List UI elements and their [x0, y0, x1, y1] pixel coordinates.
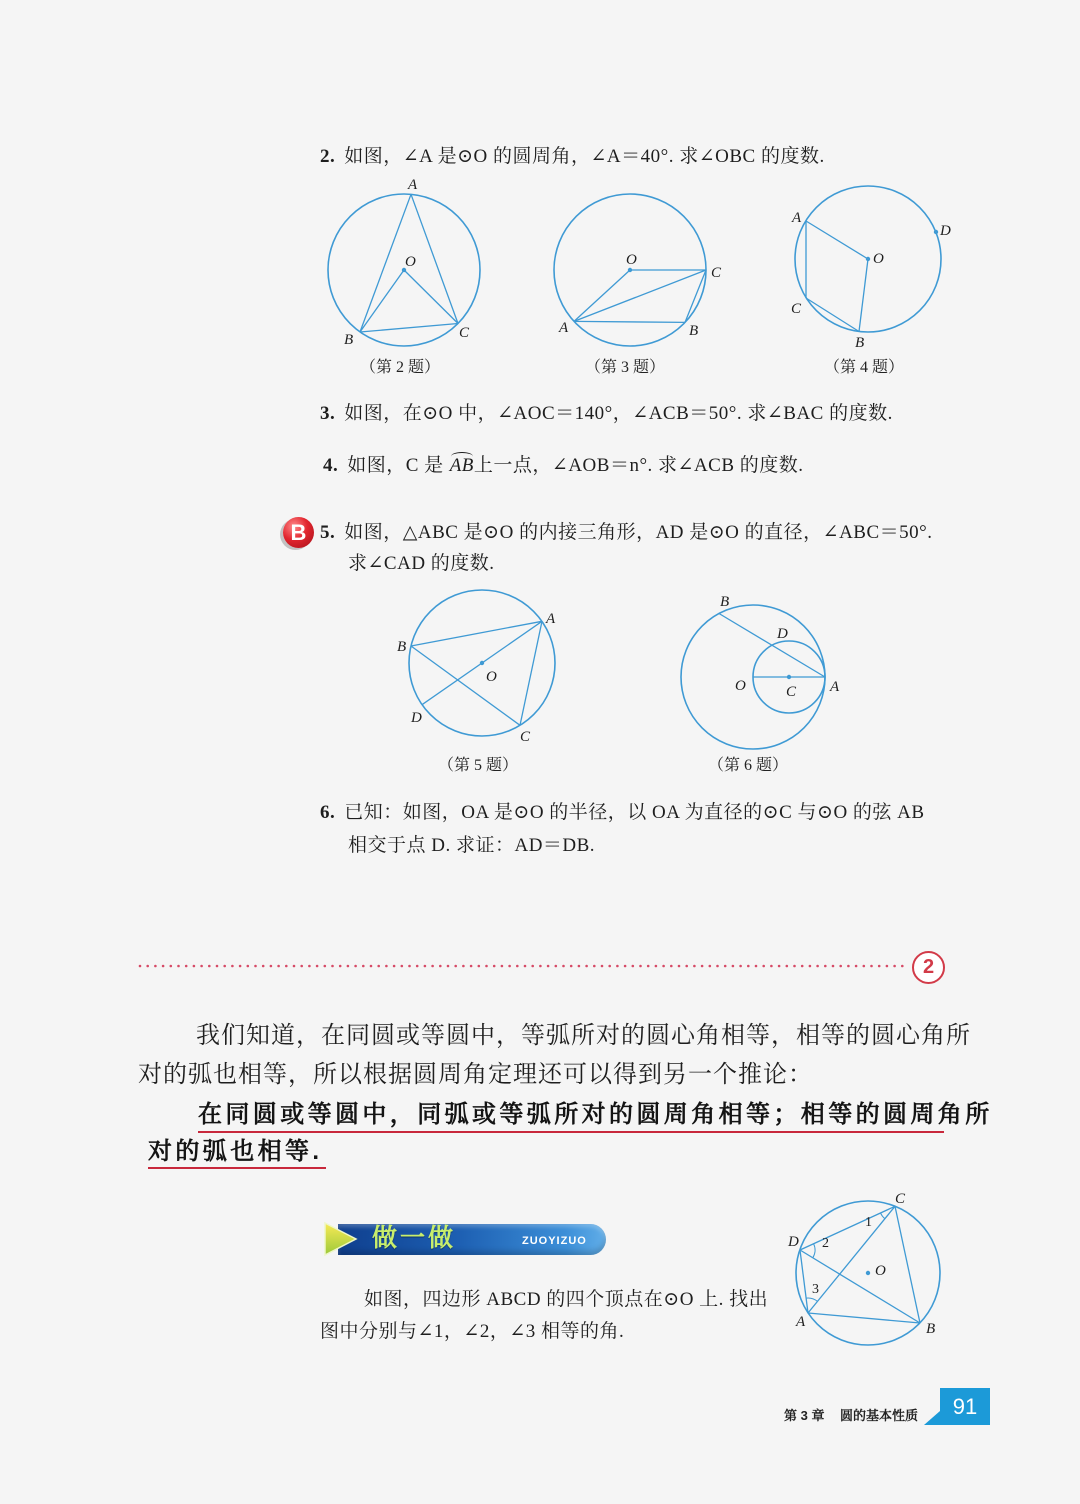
theorem-underline — [148, 1167, 326, 1169]
arc-notation: AB — [449, 455, 474, 476]
center-point — [866, 257, 870, 261]
center-point — [628, 268, 632, 272]
theorem-line-2: 对的弧也相等. — [148, 1138, 323, 1165]
problem-6-line-1 — [320, 801, 925, 825]
side-CD — [800, 1206, 895, 1250]
label-D: D — [788, 1234, 799, 1250]
chord-CB — [806, 298, 859, 332]
figure-problem-6 — [676, 592, 846, 752]
problem-2 — [320, 145, 825, 169]
problem-text: 如图，△ABC 是⊙O 的内接三角形，AD 是⊙O 的直径，∠ABC＝50°. — [344, 522, 933, 543]
angle-2-arc — [813, 1244, 815, 1258]
page-number: 91 — [940, 1388, 990, 1425]
label-O: O — [626, 252, 637, 268]
label-B: B — [344, 332, 354, 348]
figure-problem-2 — [322, 174, 486, 350]
label-O: O — [873, 251, 884, 267]
diagonal-AC — [808, 1206, 895, 1313]
label-C: C — [786, 684, 797, 700]
chord-AC — [411, 194, 458, 323]
label-O: O — [405, 254, 416, 270]
label-D: D — [777, 626, 788, 642]
point-D — [934, 230, 938, 234]
figure-caption: （第 2 题） — [359, 359, 440, 376]
play-arrow-icon — [322, 1220, 358, 1258]
chord-AB — [360, 194, 411, 332]
theorem-underline — [198, 1131, 944, 1133]
label-A: A — [792, 210, 802, 226]
label-A: A — [546, 611, 556, 627]
chord-BC — [411, 646, 520, 725]
label-A: A — [796, 1314, 806, 1330]
figure-problem-3 — [550, 190, 724, 350]
problem-5-line-1 — [320, 521, 933, 545]
radius-OC — [404, 270, 458, 324]
figure-problem-5 — [392, 586, 562, 746]
figure-caption: （第 6 题） — [707, 757, 788, 774]
activity-banner — [322, 1220, 606, 1258]
center-point — [866, 1271, 870, 1275]
problem-number: 3. — [320, 403, 336, 424]
label-O: O — [735, 678, 746, 694]
problem-text: 如图，在⊙O 中，∠AOC＝140°，∠ACB＝50°. 求∠BAC 的度数. — [344, 403, 893, 424]
label-C: C — [895, 1191, 906, 1207]
banner-pinyin: ZUOYIZUO — [522, 1235, 587, 1247]
problem-text: 如图，∠A 是⊙O 的圆周角，∠A＝40°. 求∠OBC 的度数. — [344, 146, 825, 167]
problem-number: 5. — [320, 522, 336, 543]
center-point — [480, 661, 484, 665]
chord-BC — [360, 324, 458, 333]
dotted-divider — [138, 961, 910, 971]
paragraph-line-1: 我们知道，在同圆或等圆中，等弧所对的圆心角相等，相等的圆心角所 — [196, 1023, 971, 1049]
label-angle-1: 1 — [865, 1215, 872, 1230]
label-B: B — [397, 639, 407, 655]
problem-3 — [320, 402, 893, 426]
chord-AC — [574, 270, 706, 321]
problem-6-line-2: 相交于点 D. 求证：AD＝DB. — [348, 835, 596, 856]
radius-OB — [859, 259, 868, 332]
label-B: B — [720, 594, 730, 610]
figure-caption: （第 3 题） — [584, 359, 665, 376]
label-A: A — [559, 320, 569, 336]
side-AB — [808, 1313, 920, 1323]
problem-text-after-arc: 上一点，∠AOB＝n°. 求∠ACB 的度数. — [473, 455, 804, 476]
radius-OA — [806, 221, 868, 259]
activity-line-2: 图中分别与∠1，∠2，∠3 相等的角. — [320, 1321, 625, 1342]
label-A: A — [830, 679, 840, 695]
label-angle-2: 2 — [822, 1236, 829, 1251]
activity-line-1: 如图，四边形 ABCD 的四个顶点在⊙O 上. 找出 — [364, 1289, 769, 1310]
label-O: O — [486, 669, 497, 685]
label-angle-3: 3 — [812, 1282, 819, 1297]
theorem-line-1: 在同圆或等圆中，同弧或等弧所对的圆周角相等；相等的圆周角所 — [198, 1101, 993, 1128]
chord-AB — [719, 614, 825, 678]
label-D: D — [940, 223, 951, 239]
problem-text: 已知：如图，OA 是⊙O 的半径，以 OA 为直径的⊙C 与⊙O 的弦 AB — [344, 802, 925, 823]
problem-number: 6. — [320, 802, 336, 823]
problem-number: 2. — [320, 146, 336, 167]
label-B: B — [855, 335, 865, 351]
label-A: A — [408, 177, 418, 193]
label-C: C — [459, 325, 470, 341]
problem-5-line-2: 求∠CAD 的度数. — [348, 553, 495, 574]
banner-title: 做一做 — [372, 1223, 457, 1252]
radius-OA — [574, 270, 630, 321]
label-B: B — [689, 323, 699, 339]
problem-4 — [323, 454, 804, 478]
level-b-badge: B — [283, 517, 314, 548]
paragraph-line-2: 对的弧也相等，所以根据圆周角定理还可以得到另一个推论： — [138, 1062, 813, 1088]
label-C: C — [711, 265, 722, 281]
side-DA — [800, 1250, 808, 1313]
figure-problem-4 — [788, 182, 954, 352]
chord-BC — [685, 270, 706, 322]
label-D: D — [411, 710, 422, 726]
label-C: C — [520, 729, 531, 745]
footer-chapter-title: 圆的基本性质 — [840, 1408, 919, 1423]
problem-text-before-arc: 如图，C 是 — [347, 455, 444, 476]
chord-AB — [411, 621, 542, 646]
page-badge-tab — [924, 1411, 940, 1425]
figure-activity — [784, 1188, 946, 1348]
figure-caption: （第 4 题） — [823, 359, 904, 376]
center-point-C — [787, 675, 791, 679]
problem-number: 4. — [323, 455, 339, 476]
radius-OB — [360, 270, 404, 332]
angle-1-arc — [881, 1213, 885, 1219]
angle-3-arc — [806, 1298, 817, 1301]
label-O: O — [875, 1263, 886, 1279]
label-B: B — [926, 1321, 936, 1337]
chord-AB — [574, 321, 685, 322]
side-BC — [895, 1206, 920, 1323]
footer-chapter: 第 3 章 — [784, 1408, 825, 1423]
figure-caption: （第 5 题） — [437, 757, 518, 774]
section-number-badge: 2 — [912, 951, 945, 984]
label-C: C — [791, 301, 802, 317]
